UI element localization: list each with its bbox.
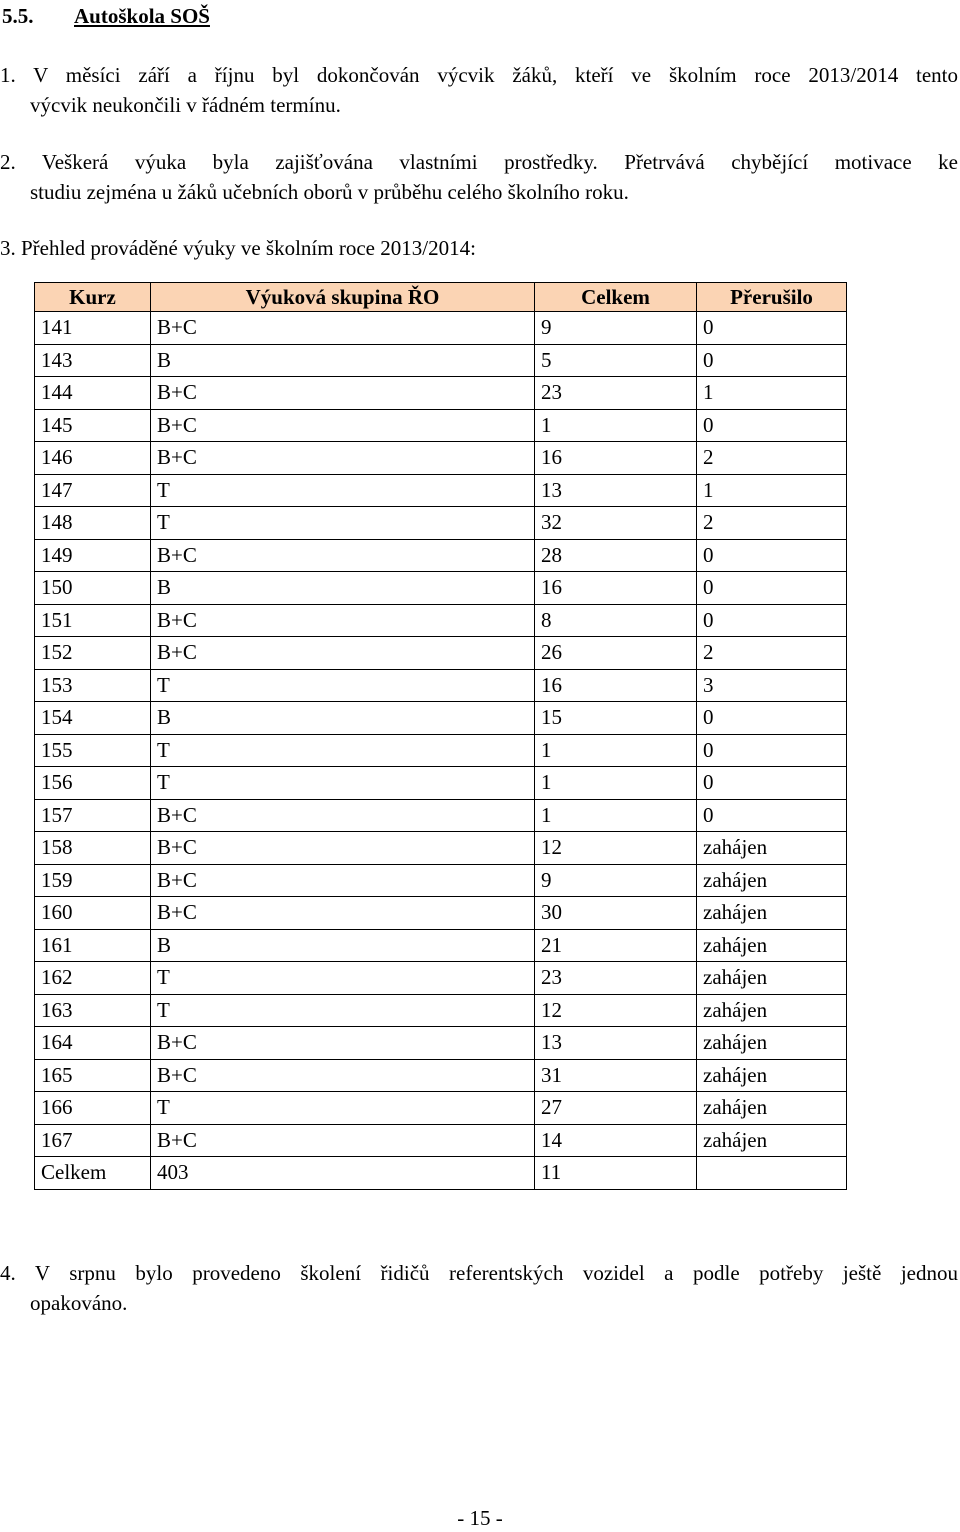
table-row [35, 864, 847, 897]
cell-group: B+C [151, 604, 535, 637]
cell-total: 9 [535, 312, 697, 345]
table-row [35, 1059, 847, 1092]
cell-kurz: 151 [35, 604, 151, 637]
cell-kurz: 144 [35, 377, 151, 410]
total-empty-cell [697, 1157, 847, 1190]
cell-total: 30 [535, 897, 697, 930]
cell-total: 26 [535, 637, 697, 670]
cell-group: B+C [151, 799, 535, 832]
cell-interrupted: 0 [697, 734, 847, 767]
total-label: Celkem [35, 1157, 151, 1190]
table-row [35, 962, 847, 995]
cell-group: T [151, 734, 535, 767]
cell-interrupted: 2 [697, 442, 847, 475]
cell-interrupted: zahájen [697, 994, 847, 1027]
table-row [35, 344, 847, 377]
cell-total: 1 [535, 799, 697, 832]
cell-kurz: 157 [35, 799, 151, 832]
cell-interrupted: zahájen [697, 1124, 847, 1157]
cell-total: 23 [535, 377, 697, 410]
cell-interrupted: 3 [697, 669, 847, 702]
cell-interrupted: zahájen [697, 929, 847, 962]
cell-group: T [151, 994, 535, 1027]
cell-group: B+C [151, 409, 535, 442]
cell-kurz: 161 [35, 929, 151, 962]
table-row [35, 442, 847, 475]
table-row [35, 929, 847, 962]
cell-kurz: 152 [35, 637, 151, 670]
cell-interrupted: 0 [697, 799, 847, 832]
table-row [35, 767, 847, 800]
cell-interrupted: zahájen [697, 832, 847, 865]
cell-kurz: 146 [35, 442, 151, 475]
cell-interrupted: zahájen [697, 897, 847, 930]
paragraph-4 [0, 1258, 958, 1318]
total-value: 403 [151, 1157, 535, 1190]
cell-group: B+C [151, 897, 535, 930]
cell-kurz: 165 [35, 1059, 151, 1092]
paragraph-2 [0, 147, 958, 207]
table-row [35, 1027, 847, 1060]
cell-total: 28 [535, 539, 697, 572]
table-row [35, 474, 847, 507]
cell-kurz: 160 [35, 897, 151, 930]
cell-kurz: 159 [35, 864, 151, 897]
cell-kurz: 164 [35, 1027, 151, 1060]
cell-group: B+C [151, 377, 535, 410]
cell-kurz: 166 [35, 1092, 151, 1125]
cell-interrupted: zahájen [697, 1027, 847, 1060]
paragraph-1-line-1: 1. V měsíci září a říjnu byl dokončován výcvik žáků, kteří ve školním roce 2013/2014 tento [0, 63, 958, 87]
header-total: Celkem [535, 283, 697, 312]
cell-total: 9 [535, 864, 697, 897]
table-row [35, 312, 847, 345]
paragraph-1-line-2: výcvik neukončili v řádném termínu. [30, 93, 341, 117]
cell-interrupted: 1 [697, 377, 847, 410]
cell-group: B [151, 702, 535, 735]
table-total-row [35, 1157, 847, 1190]
table-row [35, 832, 847, 865]
cell-group: B+C [151, 832, 535, 865]
cell-group: T [151, 669, 535, 702]
cell-group: B [151, 344, 535, 377]
table-row [35, 1124, 847, 1157]
cell-group: B+C [151, 312, 535, 345]
cell-kurz: 162 [35, 962, 151, 995]
cell-total: 32 [535, 507, 697, 540]
cell-total: 1 [535, 734, 697, 767]
cell-total: 5 [535, 344, 697, 377]
section-heading [2, 4, 210, 29]
table-row [35, 994, 847, 1027]
table-header-row [35, 283, 847, 312]
header-interrupted: Přerušilo [697, 283, 847, 312]
table-row [35, 702, 847, 735]
cell-kurz: 154 [35, 702, 151, 735]
cell-total: 23 [535, 962, 697, 995]
cell-group: T [151, 474, 535, 507]
cell-group: B+C [151, 1124, 535, 1157]
cell-interrupted: 2 [697, 507, 847, 540]
cell-interrupted: zahájen [697, 1059, 847, 1092]
table-row [35, 1092, 847, 1125]
cell-group: B [151, 572, 535, 605]
table-row [35, 734, 847, 767]
cell-total: 1 [535, 409, 697, 442]
cell-group: B+C [151, 637, 535, 670]
table-row [35, 799, 847, 832]
section-number: 5.5. [2, 4, 34, 28]
cell-kurz: 141 [35, 312, 151, 345]
cell-interrupted: zahájen [697, 962, 847, 995]
cell-kurz: 148 [35, 507, 151, 540]
cell-interrupted: 0 [697, 409, 847, 442]
paragraph-4-line-2: opakováno. [30, 1291, 128, 1315]
cell-total: 31 [535, 1059, 697, 1092]
header-kurz: Kurz [35, 283, 151, 312]
paragraph-3-line-1: 3. Přehled prováděné výuky ve školním roce 2013/2014: [0, 236, 476, 260]
cell-kurz: 145 [35, 409, 151, 442]
cell-group: B+C [151, 1027, 535, 1060]
paragraph-4-line-1: 4. V srpnu bylo provedeno školení řidičů referentských vozidel a podle potřeby ještě jednou [0, 1261, 958, 1285]
cell-group: T [151, 767, 535, 800]
cell-interrupted: 0 [697, 604, 847, 637]
cell-group: T [151, 507, 535, 540]
cell-interrupted: 2 [697, 637, 847, 670]
paragraph-2-line-2: studiu zejména u žáků učebních oborů v průběhu celého školního roku. [30, 180, 629, 204]
training-table [34, 282, 847, 1190]
section-title: Autoškola SOŠ [74, 4, 210, 28]
table-row [35, 377, 847, 410]
table-row [35, 507, 847, 540]
cell-interrupted: zahájen [697, 864, 847, 897]
cell-group: T [151, 962, 535, 995]
cell-total: 27 [535, 1092, 697, 1125]
paragraph-3 [0, 233, 958, 263]
cell-total: 8 [535, 604, 697, 637]
table-row [35, 604, 847, 637]
cell-total: 16 [535, 572, 697, 605]
cell-total: 12 [535, 832, 697, 865]
table-row [35, 897, 847, 930]
cell-kurz: 153 [35, 669, 151, 702]
paragraph-2-line-1: 2. Veškerá výuka byla zajišťována vlastními prostředky. Přetrvává chybějící motivace ke [0, 150, 958, 174]
cell-total: 16 [535, 442, 697, 475]
cell-interrupted: 1 [697, 474, 847, 507]
cell-interrupted: 0 [697, 312, 847, 345]
cell-total: 13 [535, 474, 697, 507]
cell-interrupted: 0 [697, 572, 847, 605]
cell-kurz: 167 [35, 1124, 151, 1157]
cell-group: B+C [151, 1059, 535, 1092]
header-group: Výuková skupina ŘO [151, 283, 535, 312]
cell-total: 15 [535, 702, 697, 735]
table-row [35, 409, 847, 442]
cell-kurz: 143 [35, 344, 151, 377]
cell-interrupted: 0 [697, 539, 847, 572]
paragraph-1 [0, 60, 958, 120]
cell-interrupted: 0 [697, 702, 847, 735]
table-row [35, 669, 847, 702]
cell-interrupted: 0 [697, 344, 847, 377]
cell-interrupted: 0 [697, 767, 847, 800]
cell-total: 12 [535, 994, 697, 1027]
cell-total: 14 [535, 1124, 697, 1157]
cell-group: B+C [151, 442, 535, 475]
table-row [35, 539, 847, 572]
cell-group: B [151, 929, 535, 962]
table-row [35, 572, 847, 605]
cell-kurz: 147 [35, 474, 151, 507]
cell-group: T [151, 1092, 535, 1125]
cell-group: B+C [151, 864, 535, 897]
cell-kurz: 150 [35, 572, 151, 605]
page-number: - 15 - [457, 1506, 503, 1530]
cell-kurz: 163 [35, 994, 151, 1027]
table-body [35, 312, 847, 1157]
cell-interrupted: zahájen [697, 1092, 847, 1125]
cell-kurz: 155 [35, 734, 151, 767]
cell-kurz: 156 [35, 767, 151, 800]
cell-group: B+C [151, 539, 535, 572]
total-interrupted: 11 [535, 1157, 697, 1190]
cell-total: 13 [535, 1027, 697, 1060]
cell-total: 1 [535, 767, 697, 800]
table-row [35, 637, 847, 670]
cell-total: 16 [535, 669, 697, 702]
cell-total: 21 [535, 929, 697, 962]
cell-kurz: 149 [35, 539, 151, 572]
cell-kurz: 158 [35, 832, 151, 865]
